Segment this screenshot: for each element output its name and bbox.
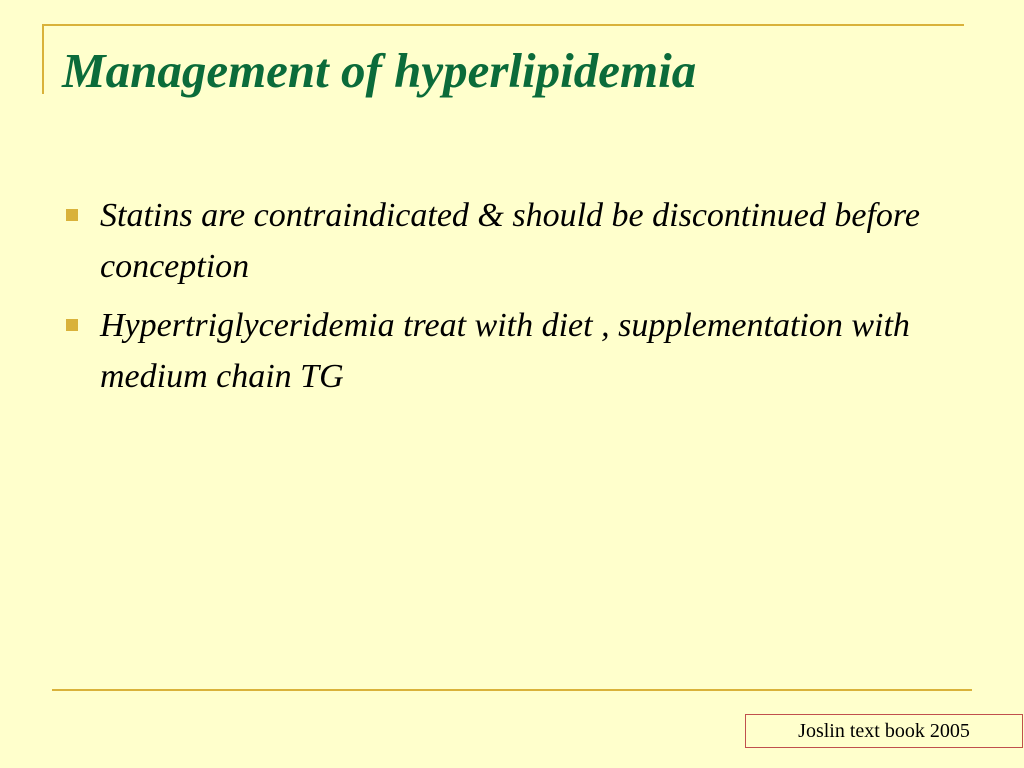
square-bullet-icon <box>66 319 78 331</box>
bullet-item-statins <box>62 190 962 292</box>
square-bullet-icon <box>66 209 78 221</box>
footer-divider <box>52 689 972 691</box>
top-frame-line <box>42 24 964 26</box>
citation-box: Joslin text book 2005 <box>745 714 1023 748</box>
bullet-list <box>62 190 962 410</box>
bullet-item-hypertriglyceridemia <box>62 300 962 402</box>
left-frame-line <box>42 24 44 94</box>
bullet-text: Statins are contraindicated & should be discontinued before conception <box>100 197 920 285</box>
slide-title: Management of hyperlipidemia <box>62 43 697 98</box>
bullet-text: Hypertriglyceridemia treat with diet , supplementation with medium chain TG <box>100 307 910 395</box>
